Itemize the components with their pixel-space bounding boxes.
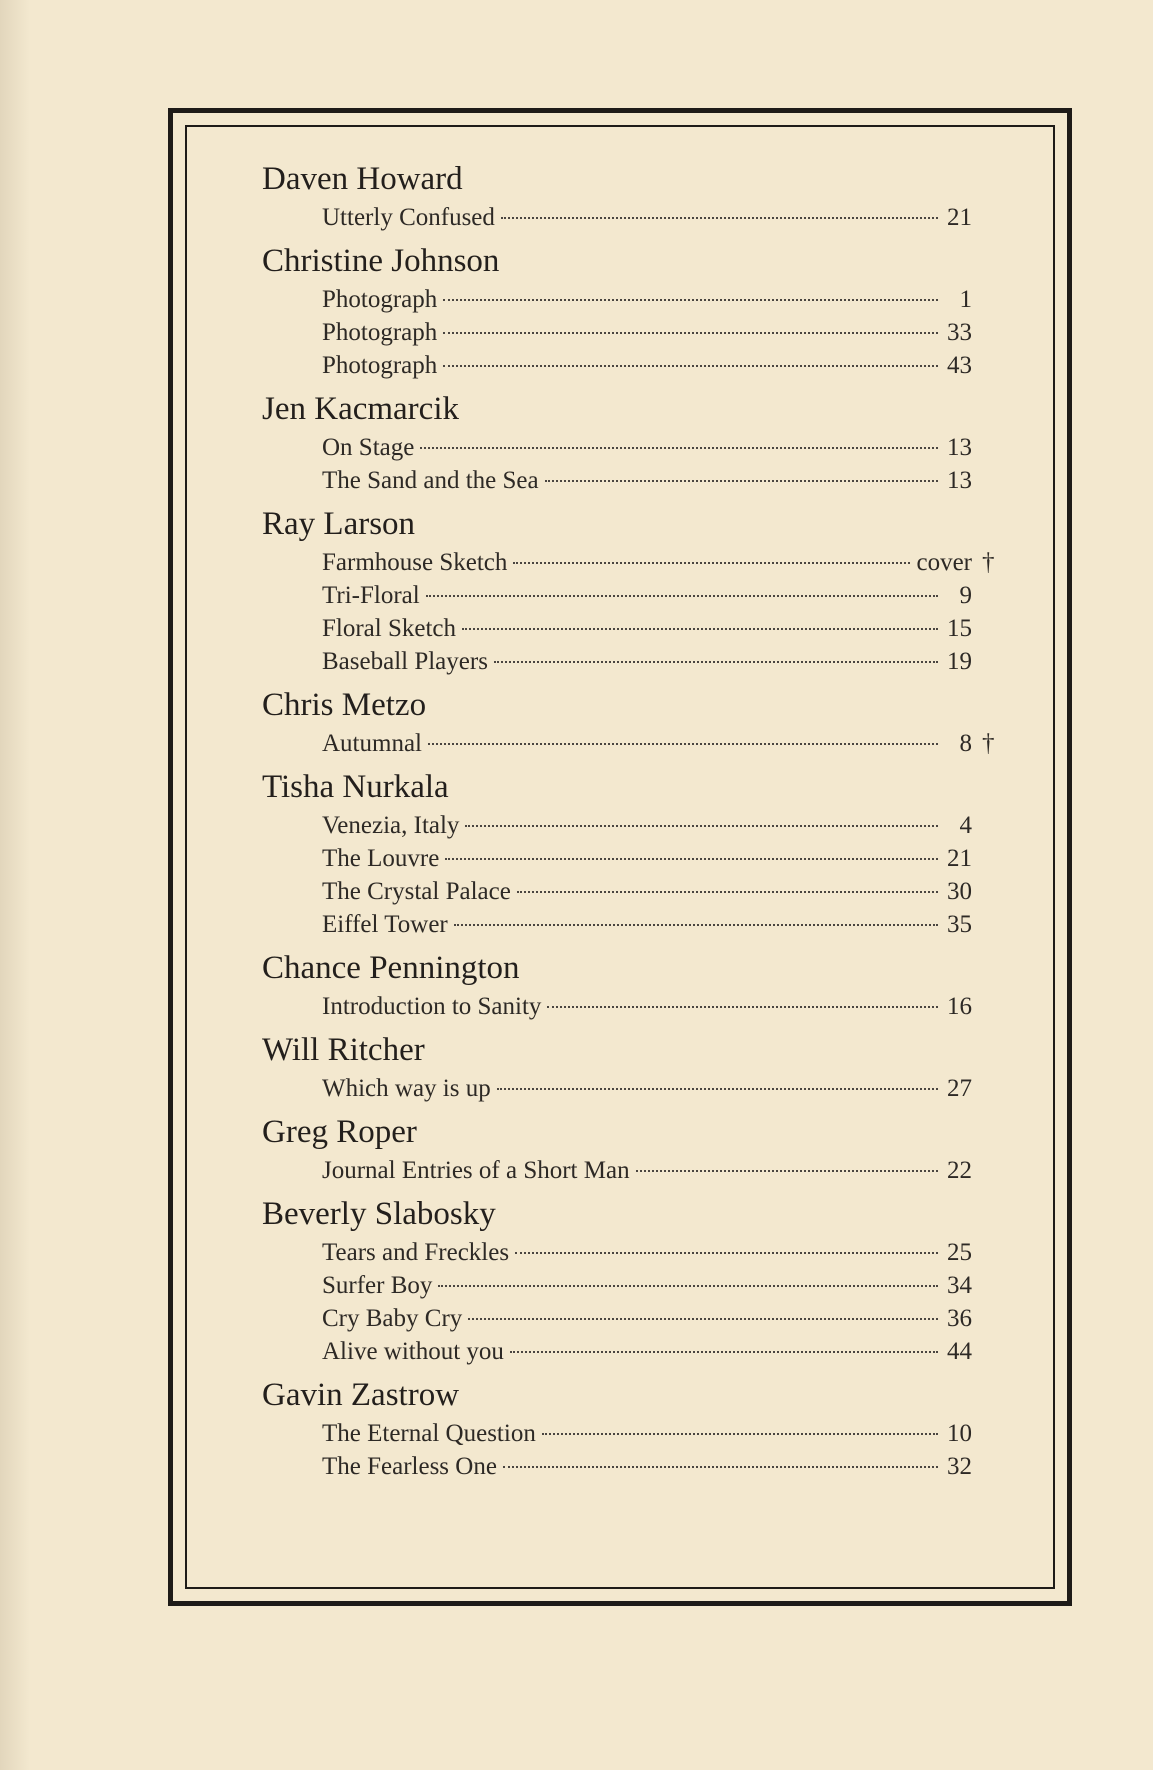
author-name: Ray Larson [262, 506, 416, 542]
dot-leader [636, 1170, 938, 1172]
work-title: Introduction to Sanity [322, 993, 542, 1020]
work-entry [262, 875, 972, 908]
page-number: 32 [947, 1453, 972, 1480]
work-title: Autumnal [322, 730, 422, 757]
work-entry [262, 990, 972, 1023]
work-title: Photograph [322, 352, 438, 379]
work-entry [262, 1236, 972, 1269]
work-title: Baseball Players [322, 648, 488, 675]
author-name: Greg Roper [262, 1114, 417, 1150]
work-title: Floral Sketch [322, 615, 457, 642]
dot-leader [438, 1285, 938, 1287]
work-entry [262, 546, 995, 579]
dot-leader [454, 924, 938, 926]
page-number: 21 [947, 204, 972, 231]
dot-leader [503, 1466, 938, 1468]
work-entry [262, 1335, 972, 1368]
work-entry [262, 201, 972, 234]
work-entry [262, 283, 972, 316]
work-title: Venezia, Italy [322, 812, 460, 839]
page-number: 4 [959, 812, 972, 839]
author-name: Beverly Slabosky [262, 1196, 496, 1232]
dot-leader [515, 1252, 938, 1254]
author-name: Chris Metzo [262, 687, 427, 723]
work-title: Photograph [322, 286, 438, 313]
dot-leader [443, 299, 938, 301]
work-title: Cry Baby Cry [322, 1305, 463, 1332]
dot-leader [545, 480, 938, 482]
work-entry [262, 1450, 972, 1483]
dot-leader [428, 743, 938, 745]
work-entry [262, 1072, 972, 1105]
dot-leader [465, 825, 938, 827]
author-entry [262, 1028, 972, 1105]
page-number: 43 [947, 352, 972, 379]
work-title: Journal Entries of a Short Man [322, 1157, 630, 1184]
work-title: Tears and Freckles [322, 1239, 510, 1266]
work-entry [262, 809, 972, 842]
work-title: Alive without you [322, 1338, 504, 1365]
work-title: Surfer Boy [322, 1272, 433, 1299]
dot-leader [494, 661, 938, 663]
work-entry [262, 431, 972, 464]
dot-leader [513, 562, 910, 564]
page-binding-shadow [0, 0, 30, 1770]
author-name: Jen Kacmarcik [262, 391, 459, 427]
page-number: 35 [947, 911, 972, 938]
author-name: Tisha Nurkala [262, 769, 449, 805]
author-name: Christine Johnson [262, 243, 500, 279]
work-entry [262, 727, 995, 760]
work-title: The Crystal Palace [322, 878, 511, 905]
dot-leader [445, 858, 938, 860]
work-title: Tri-Floral [322, 582, 420, 609]
page-number: 10 [947, 1420, 972, 1447]
author-entry [262, 765, 972, 941]
author-entry [262, 1110, 972, 1187]
author-entry [262, 683, 995, 760]
dagger-mark: † [982, 549, 995, 576]
page-number: 25 [947, 1239, 972, 1266]
dot-leader [420, 447, 938, 449]
author-entry [262, 1192, 972, 1368]
work-entry [262, 1269, 972, 1302]
page-number: 19 [947, 648, 972, 675]
page-number: 34 [947, 1272, 972, 1299]
contributors-index [262, 152, 995, 1483]
work-entry [262, 464, 972, 497]
page-number: 44 [947, 1338, 972, 1365]
page-number: 30 [947, 878, 972, 905]
work-title: The Eternal Question [322, 1420, 536, 1447]
author-name: Daven Howard [262, 161, 463, 197]
dot-leader [547, 1006, 938, 1008]
page-number: 33 [947, 319, 972, 346]
page-number: 13 [947, 434, 972, 461]
work-entry [262, 1154, 972, 1187]
page-number: cover [916, 549, 972, 576]
author-entry [262, 946, 972, 1023]
author-name: Chance Pennington [262, 950, 520, 986]
page-number: 36 [947, 1305, 972, 1332]
dot-leader [468, 1318, 938, 1320]
work-title: On Stage [322, 434, 415, 461]
dot-leader [517, 891, 938, 893]
author-entry [262, 502, 995, 678]
work-title: Photograph [322, 319, 438, 346]
work-entry [262, 612, 972, 645]
page-number: 8 [959, 730, 972, 757]
dot-leader [497, 1088, 938, 1090]
work-entry [262, 579, 972, 612]
author-entry [262, 387, 972, 497]
work-entry [262, 645, 972, 678]
work-title: Which way is up [322, 1075, 491, 1102]
work-entry [262, 1417, 972, 1450]
dot-leader [426, 595, 938, 597]
page-number: 9 [959, 582, 972, 609]
work-entry [262, 1302, 972, 1335]
dot-leader [462, 628, 938, 630]
page-number: 1 [959, 286, 972, 313]
author-name: Will Ritcher [262, 1032, 425, 1068]
dot-leader [510, 1351, 938, 1353]
work-entry [262, 842, 972, 875]
author-entry [262, 157, 972, 234]
dot-leader [443, 332, 938, 334]
dot-leader [443, 365, 938, 367]
work-title: The Fearless One [322, 1453, 497, 1480]
work-entry [262, 349, 972, 382]
page-number: 22 [947, 1157, 972, 1184]
work-entry [262, 908, 972, 941]
work-title: Farmhouse Sketch [322, 549, 508, 576]
page-number: 15 [947, 615, 972, 642]
dot-leader [501, 217, 938, 219]
dagger-mark: † [982, 730, 995, 757]
work-title: Eiffel Tower [322, 911, 448, 938]
page-number: 13 [947, 467, 972, 494]
author-entry [262, 1373, 972, 1483]
work-title: The Louvre [322, 845, 440, 872]
author-name: Gavin Zastrow [262, 1377, 460, 1413]
page-number: 16 [947, 993, 972, 1020]
dot-leader [542, 1433, 938, 1435]
page-number: 27 [947, 1075, 972, 1102]
work-entry [262, 316, 972, 349]
work-title: Utterly Confused [322, 204, 495, 231]
work-title: The Sand and the Sea [322, 467, 539, 494]
page-number: 21 [947, 845, 972, 872]
author-entry [262, 239, 972, 382]
